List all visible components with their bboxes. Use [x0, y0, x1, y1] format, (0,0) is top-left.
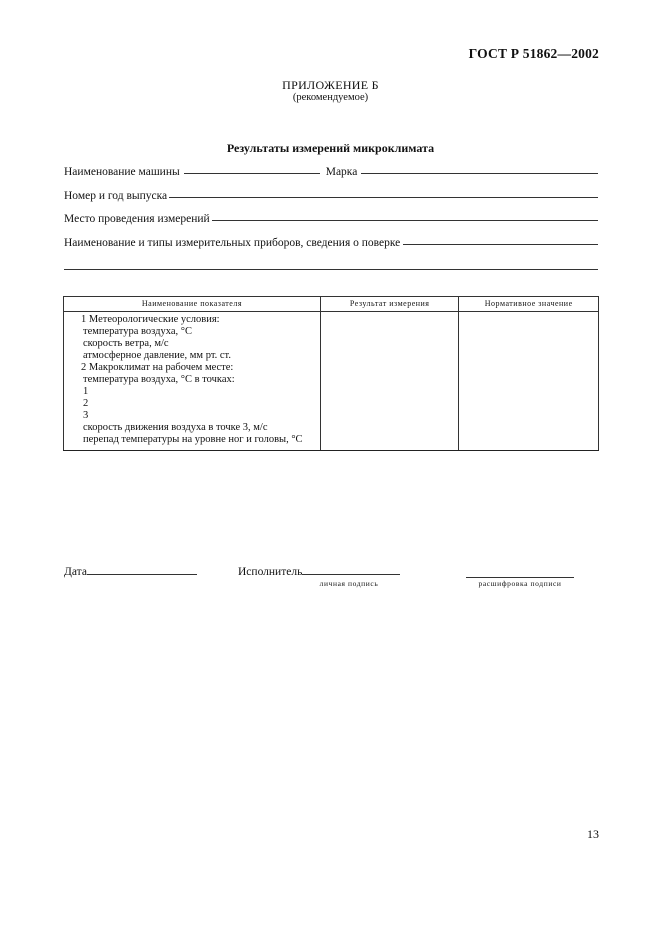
- measurement-table: [63, 296, 599, 451]
- field-row-place: [64, 209, 598, 225]
- date-field: [64, 566, 197, 578]
- machine-name-label: Наименование машины: [64, 166, 180, 178]
- table-header-row: [64, 297, 599, 312]
- decoding-input[interactable]: [466, 577, 574, 578]
- header-indicator: Наименование показателя: [64, 297, 321, 312]
- field-row-machine: [64, 162, 598, 178]
- instruments-continuation-line[interactable]: [64, 269, 598, 270]
- number-year-label: Номер и год выпуска: [64, 190, 168, 202]
- brand-input[interactable]: [361, 173, 598, 174]
- number-year-input[interactable]: [169, 197, 598, 198]
- signature-input[interactable]: [302, 574, 400, 575]
- field-row-number-year: [64, 186, 598, 202]
- date-label: Дата: [64, 566, 87, 578]
- decoding-caption: расшифровка подписи: [478, 579, 562, 588]
- place-input[interactable]: [212, 220, 598, 221]
- indicator-cell: [64, 312, 321, 451]
- date-input[interactable]: [87, 574, 197, 575]
- executor-field: [238, 566, 400, 578]
- table-row: [64, 312, 599, 451]
- appendix-subtitle: (рекомендуемое): [292, 92, 369, 103]
- indicator-item: 1 Метеорологические условия:: [81, 314, 220, 325]
- indicator-item: 1: [83, 386, 89, 397]
- header-normative: Нормативное значение: [459, 297, 599, 312]
- indicator-item: скорость движения воздуха в точке 3, м/с: [83, 422, 268, 433]
- indicator-item: скорость ветра, м/с: [83, 338, 169, 349]
- indicator-item: атмосферное давление, мм рт. ст.: [83, 350, 231, 361]
- indicator-item: 2 Макроклимат на рабочем месте:: [81, 362, 234, 373]
- standard-number: ГОСТ Р 51862—2002: [468, 46, 599, 61]
- instruments-input[interactable]: [403, 244, 598, 245]
- result-cell[interactable]: [320, 312, 459, 451]
- signature-caption: личная подпись: [319, 579, 379, 588]
- indicator-item: перепад температуры на уровне ног и головы, °С: [83, 434, 303, 445]
- page-number: 13: [587, 827, 599, 841]
- indicator-item: 3: [83, 410, 89, 421]
- machine-name-input[interactable]: [184, 173, 320, 174]
- field-row-instruments: [64, 233, 598, 249]
- place-label: Место проведения измерений: [64, 213, 210, 225]
- indicator-item: температура воздуха, °С: [83, 326, 192, 337]
- normative-cell[interactable]: [459, 312, 599, 451]
- appendix-title: ПРИЛОЖЕНИЕ Б: [282, 78, 379, 92]
- header-result: Результат измерения: [320, 297, 459, 312]
- form-title: Результаты измерений микроклимата: [226, 141, 435, 155]
- instruments-label: Наименование и типы измерительных приборов, сведения о поверке: [64, 237, 401, 249]
- brand-label: Марка: [325, 166, 358, 178]
- indicator-item: 2: [83, 398, 89, 409]
- indicator-item: температура воздуха, °С в точках:: [83, 374, 235, 385]
- executor-label: Исполнитель: [238, 566, 303, 578]
